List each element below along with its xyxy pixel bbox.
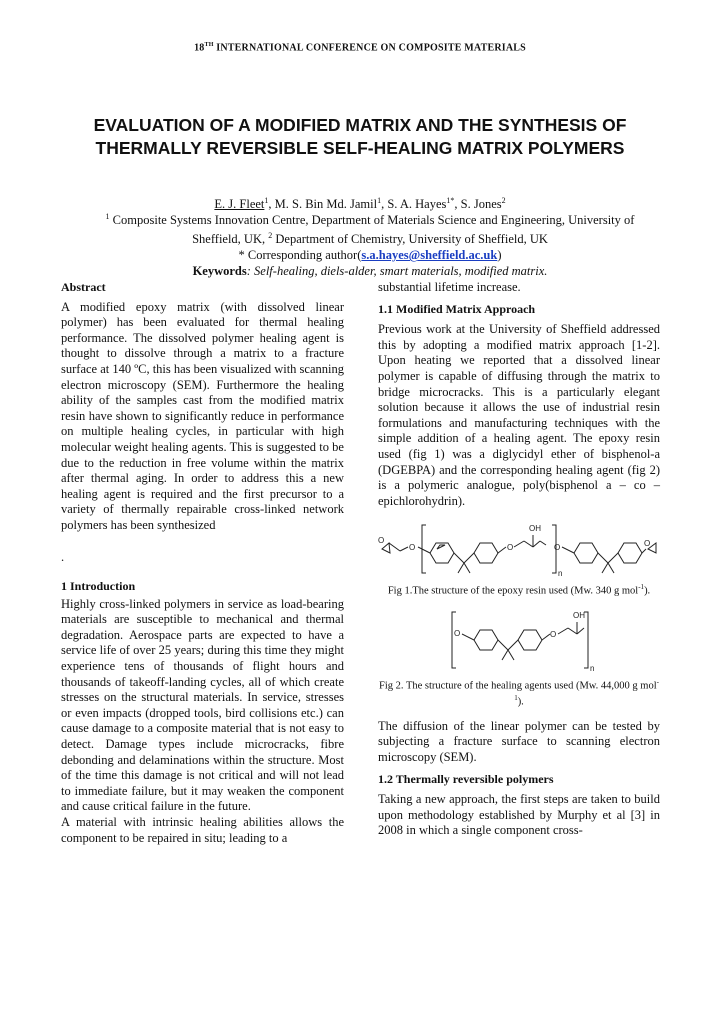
affiliations: $^1$ Composite Systems Innovation Centre, Department of Materials Science and Engineering, University of Sheffield, UK, $^2$ Department of Chemistry, University of Sheffield, UK * Corresponding author(s.a.hayes@sheffield.ac.uk) Keywords: Self-healing, diels-alder, smart materials, modified matrix. <box>105 212 635 279</box>
intro-heading: 1 Introduction <box>61 579 136 594</box>
author-1: E. J. Fleet <box>214 197 265 212</box>
corresponding-author: * Corresponding author(s.a.hayes@sheffield.ac.uk) <box>238 248 502 263</box>
svg-text:n: n <box>558 569 563 579</box>
section-1-2-text: Taking a new approach, the first steps are taken to build upon methodology established by Murphy et al [3] in 2008 in which a single component cross- <box>378 792 660 838</box>
right-column <box>378 280 660 839</box>
section-1-2-heading: 1.2 Thermally reversible polymers <box>378 771 554 786</box>
svg-text:n: n <box>590 663 595 673</box>
running-header: 18TH INTERNATIONAL CONFERENCE ON COMPOSITE MATERIALS <box>194 42 526 54</box>
section-1-1-heading: 1.1 Modified Matrix Approach <box>378 301 536 316</box>
svg-text:O: O <box>454 628 461 638</box>
abstract-heading: Abstract <box>61 280 106 294</box>
diffusion-paragraph: The diffusion of the linear polymer can be tested by subjecting a fracture surface to scanning electron microscopy (SEM). <box>378 718 660 764</box>
svg-text:O: O <box>409 543 416 553</box>
intro-paragraph-2: A material with intrinsic healing abilities allows the component to be repaired in situ; leading to a <box>61 815 344 845</box>
abstract-text: A modified epoxy matrix (with dissolved linear polymer) has been evaluated for thermal healing performance. The dissolved polymer healing agent is thought to dissolve through a matrix to a fracture surface at 140 ºC, this has been visualized with scanning electron microscopy (SEM). Furthermore the healing ability of the samples cast from the modified matrix resin have shown to significantly reduce in performance on multiple healing cycles, in particular with high molecular weight healing agents. This is suggested to be due to the reduction in free volume within the matrix after thermal aging. In order to address this a new healing agent is required and the first precursor to a variety of thermally repairable cross-linked network polymers has been synthesized <box>61 299 344 532</box>
svg-text:OH: OH <box>573 610 585 620</box>
svg-text:O: O <box>550 629 557 639</box>
intro-paragraph-1: Highly cross-linked polymers in service as load-bearing materials are susceptible to mechanical and thermal degradation. Aerospace parts are expected to have a service life of over 25 years; during this time they might experience tens of thousands of flight hours and thousands of takeoff-landing cycles, all of which create stresses on the structural materials. In service, stresses or even impacts (dropped tools, bird collisions etc.) can cause damage to a composite material that is not easy to detect. Damage types include microcracks, fibre debonding and delaminations within the structure. Most of the time this damage is not critical and will not lead to immediate failure, but it may weaken the component and cause critical failure in the future. <box>61 596 344 814</box>
svg-text:O: O <box>554 543 561 553</box>
epoxy-resin-structure <box>378 519 660 579</box>
author-3: , S. A. Hayes <box>381 197 447 212</box>
svg-text:O: O <box>507 543 514 553</box>
abstract-dot: . <box>61 549 65 564</box>
svg-text:O: O <box>644 539 651 549</box>
section-1-1-text: Previous work at the University of Sheffield addressed this by adopting a modified matrix approach [1-2]. Upon heating we reported that a dissolved linear polymer is capable of diffusing through the matrix to bridge microcracks. This is a particularly elegant solution because it allows the use of industrial resin formulations and manufacturing techniques with the simple addition of a healing agent. The epoxy resin used (fig 1) was a diglycidyl ether of bisphenol-a (DGEBPA) and the corresponding healing agent (fig 2) is a polymeric analogue, poly(bisphenol a – co – epichlorohydrin). <box>378 322 660 508</box>
left-column <box>61 280 344 846</box>
author-4: , S. Jones <box>454 197 502 212</box>
svg-text:O: O <box>378 536 385 546</box>
figure-1-caption: Fig 1.The structure of the epoxy resin used (Mw. 340 g mol$^{-1}$). <box>387 583 651 597</box>
svg-text:OH: OH <box>529 524 541 534</box>
author-2: , M. S. Bin Md. Jamil <box>268 197 378 212</box>
paper-title: EVALUATION OF A MODIFIED MATRIX AND THE SYNTHESIS OF THERMALLY REVERSIBLE SELF-HEALING MATRIX POLYMERS <box>93 115 627 158</box>
corresponding-email-link[interactable]: s.a.hayes@sheffield.ac.uk <box>361 248 498 263</box>
figure-2-caption: Fig 2. The structure of the healing agents used (Mw. 44,000 g mol$^{-1}$). <box>379 677 659 708</box>
author-list: E. J. Fleet$^1$, M. S. Bin Md. Jamil$^1$, S. A. Hayes$^{1*}$, S. Jones$^2$ <box>214 196 506 212</box>
lifetime-continuation: substantial lifetime increase. <box>378 280 521 294</box>
keywords: Keywords: Self-healing, diels-alder, smart materials, modified matrix. <box>192 264 548 279</box>
healing-agent-structure <box>378 606 660 674</box>
